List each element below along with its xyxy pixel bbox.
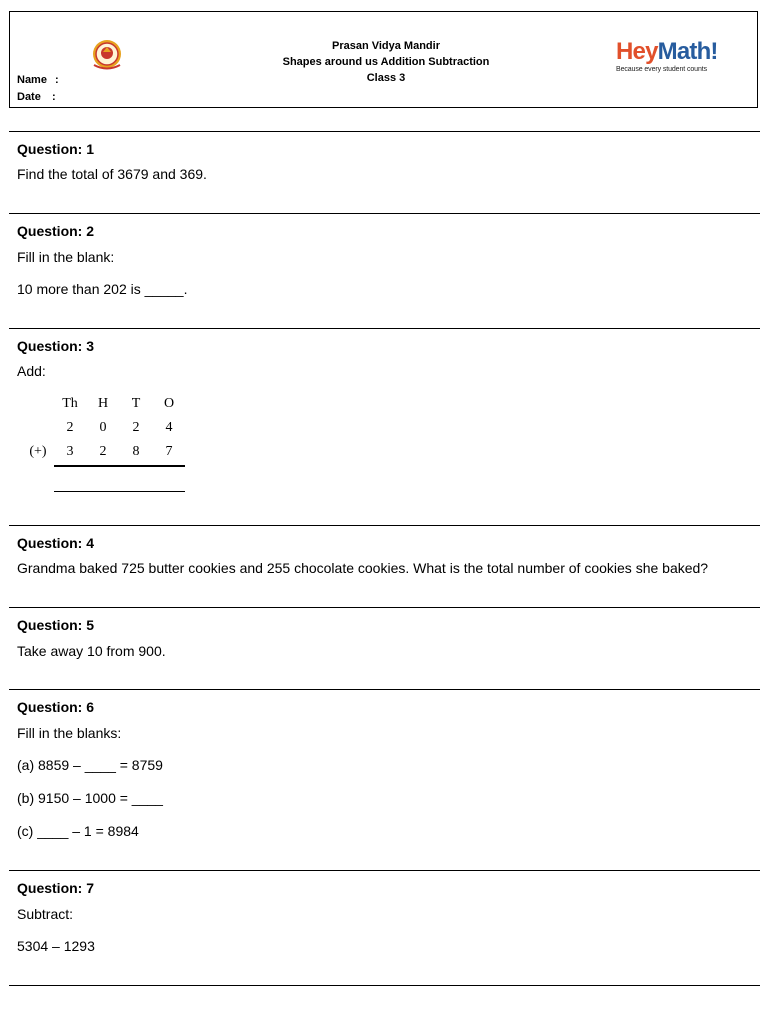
answer-line xyxy=(54,491,185,492)
addend-2-thousands: 3 xyxy=(66,444,74,459)
question-6-part-a: (a) 8859 – ____ = 8759 xyxy=(17,757,163,773)
question-6-part-b: (b) 9150 – 1000 = ____ xyxy=(17,790,163,806)
question-6-title: Question: 6 xyxy=(17,699,95,715)
question-7-instruction: Subtract: xyxy=(17,906,74,922)
plus-operator: (+) xyxy=(29,444,47,459)
divider xyxy=(9,870,760,871)
question-1-text: Find the total of 3679 and 369. xyxy=(17,166,207,182)
addend-2-tens: 8 xyxy=(132,444,140,459)
date-label: Date xyxy=(17,91,41,103)
brand-tagline: Because every student counts xyxy=(616,66,707,73)
brand-hey: Hey xyxy=(616,38,658,65)
addend-1-hundreds: 0 xyxy=(99,420,107,435)
divider xyxy=(9,985,760,986)
question-3-title: Question: 3 xyxy=(17,338,95,354)
heymath-logo xyxy=(616,39,726,73)
header-hundreds: H xyxy=(97,396,109,411)
header-titles xyxy=(240,38,532,86)
question-3-instruction: Add: xyxy=(17,363,46,379)
place-value-addition xyxy=(26,396,188,494)
addend-1-tens: 2 xyxy=(132,420,140,435)
divider xyxy=(9,131,760,132)
question-6-instruction: Fill in the blanks: xyxy=(17,725,122,741)
divider xyxy=(9,328,760,329)
question-4-text: Grandma baked 725 butter cookies and 255 chocolate cookies. What is the total number of cookies she baked? xyxy=(17,560,709,576)
divider xyxy=(9,607,760,608)
question-2-instruction: Fill in the blank: xyxy=(17,249,115,265)
class-level: Class 3 xyxy=(366,72,406,84)
sum-rule xyxy=(54,465,185,467)
header-thousands: Th xyxy=(62,396,78,411)
school-emblem-icon xyxy=(88,38,126,72)
question-7-text: 5304 – 1293 xyxy=(17,938,95,954)
worksheet-topic: Shapes around us Addition Subtraction xyxy=(282,56,490,68)
date-colon: : xyxy=(52,91,56,103)
divider xyxy=(9,525,760,526)
addend-1-thousands: 2 xyxy=(66,420,74,435)
question-2-title: Question: 2 xyxy=(17,223,95,239)
divider xyxy=(9,689,760,690)
addend-2-hundreds: 2 xyxy=(99,444,107,459)
brand-math: Math! xyxy=(657,38,718,65)
question-5-text: Take away 10 from 900. xyxy=(17,643,166,659)
question-7-title: Question: 7 xyxy=(17,880,95,896)
question-4-title: Question: 4 xyxy=(17,535,95,551)
question-1-title: Question: 1 xyxy=(17,141,95,157)
header-tens: T xyxy=(131,396,141,411)
name-colon: : xyxy=(55,74,59,86)
divider xyxy=(9,213,760,214)
question-5-title: Question: 5 xyxy=(17,617,95,633)
question-2-text: 10 more than 202 is _____. xyxy=(17,281,188,297)
question-6-part-c: (c) ____ – 1 = 8984 xyxy=(17,823,139,839)
school-name: Prasan Vidya Mandir xyxy=(331,40,440,52)
header-ones: O xyxy=(163,396,175,411)
name-label: Name xyxy=(17,74,47,86)
addend-2-ones: 7 xyxy=(165,444,173,459)
worksheet-header xyxy=(9,11,758,108)
addend-1-ones: 4 xyxy=(165,420,173,435)
